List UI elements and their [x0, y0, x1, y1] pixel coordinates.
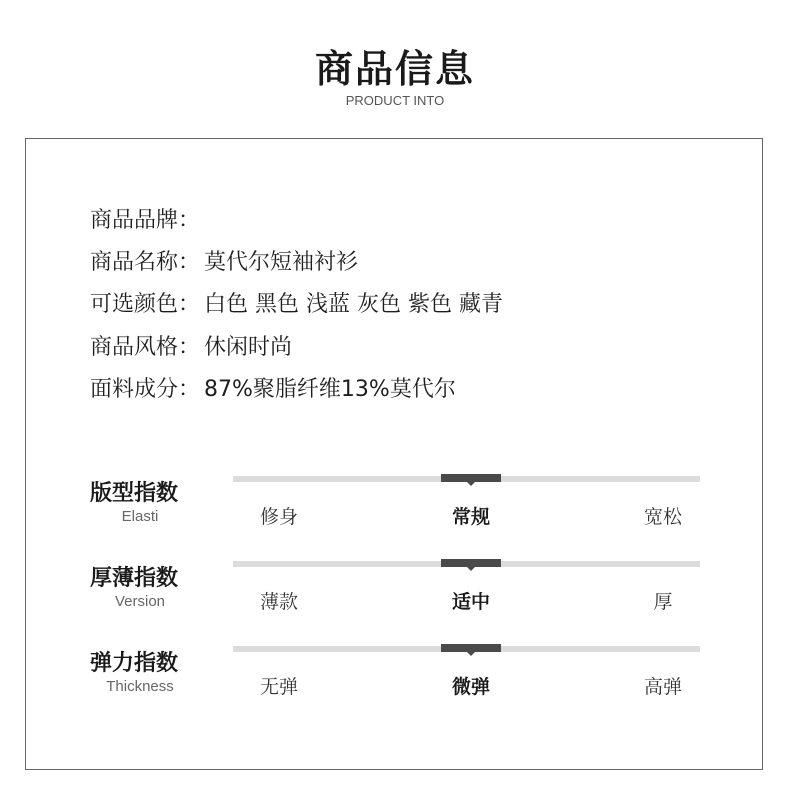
index-option-selected: 适中	[451, 591, 490, 613]
index-option: 厚	[653, 591, 673, 613]
index-option: 宽松	[643, 506, 682, 528]
index-marker	[441, 474, 501, 482]
index-subtitle: Elasti	[121, 508, 159, 525]
index-subtitle: Version	[114, 593, 166, 610]
index-option-selected: 常规	[451, 506, 490, 528]
info-row-style	[90, 331, 292, 365]
index-marker	[441, 559, 501, 567]
index-option: 修身	[259, 506, 298, 528]
page-title: 商品信息	[314, 47, 475, 91]
info-label: 面料成分：	[90, 377, 201, 402]
index-option: 高弹	[643, 676, 682, 698]
info-row-fabric	[90, 373, 456, 407]
index-bar	[233, 561, 700, 567]
info-label: 商品品牌：	[90, 208, 201, 233]
info-value: 莫代尔短袖衬衫	[204, 250, 359, 275]
info-label: 商品名称：	[90, 250, 201, 275]
index-option: 无弹	[259, 676, 298, 698]
index-option: 薄款	[259, 591, 298, 613]
info-value: 87%聚脂纤维13%莫代尔	[204, 377, 456, 402]
index-title: 弹力指数	[90, 651, 179, 676]
info-row-colors	[90, 288, 503, 322]
info-label: 商品风格：	[90, 335, 201, 360]
info-value: 休闲时尚	[204, 335, 293, 360]
info-value: 白色 黑色 浅蓝 灰色 紫色 藏青	[204, 292, 503, 317]
index-option-selected: 微弹	[451, 676, 490, 698]
index-title: 厚薄指数	[90, 566, 179, 591]
info-row-name	[90, 246, 358, 280]
index-marker	[441, 644, 501, 652]
index-bar	[233, 646, 700, 652]
page-subtitle: PRODUCT INTO	[345, 93, 445, 108]
index-title: 版型指数	[90, 481, 179, 506]
index-subtitle: Thickness	[106, 678, 174, 695]
index-bar	[233, 476, 700, 482]
info-label: 可选颜色：	[90, 292, 201, 317]
info-row-brand	[90, 204, 204, 238]
